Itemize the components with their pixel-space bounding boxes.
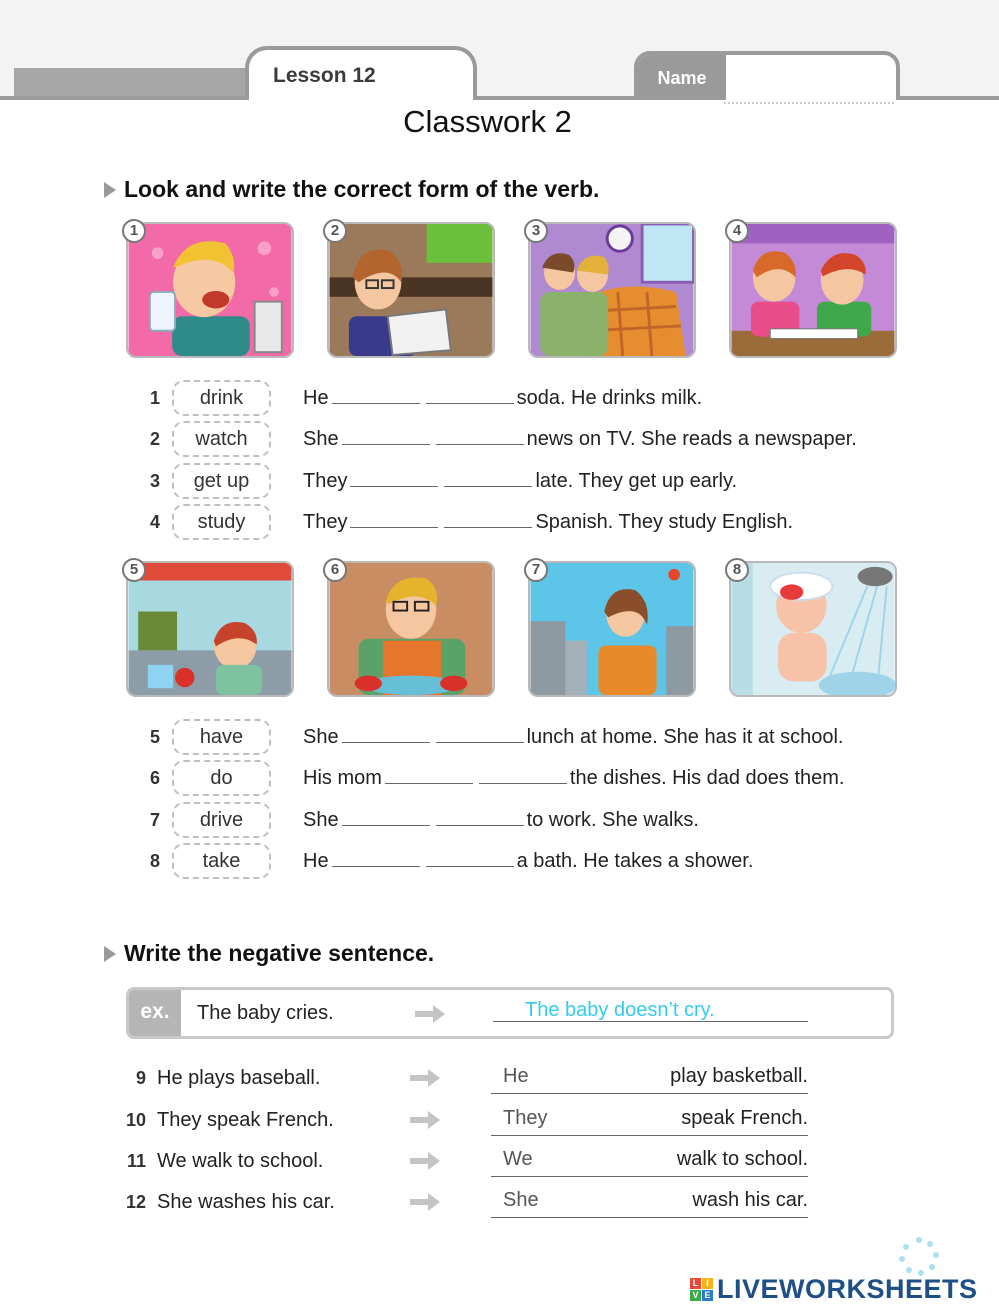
sentence-subject: He xyxy=(303,850,329,872)
name-input[interactable] xyxy=(728,57,896,97)
page-title: Classwork 2 xyxy=(403,104,572,139)
verb-box: watch xyxy=(172,421,271,457)
item-number: 4 xyxy=(149,512,160,532)
kids-getting-up-picture xyxy=(528,222,696,358)
verb-box: drive xyxy=(172,802,271,838)
verb-box: drink xyxy=(172,380,271,416)
source-sentence: We walk to school. xyxy=(157,1150,324,1172)
boy-taking-shower-picture xyxy=(729,561,897,697)
name-box xyxy=(634,51,900,100)
item-number: 2 xyxy=(149,429,160,449)
kids-getting-up-icon xyxy=(530,224,694,356)
play-triangle-icon xyxy=(104,182,116,198)
picture-number: 4 xyxy=(725,219,749,243)
exercise-row xyxy=(0,802,999,842)
boy-drinking-milk-picture xyxy=(126,222,294,358)
answer-blank[interactable] xyxy=(444,506,532,528)
picture-number: 6 xyxy=(323,558,347,582)
sentence xyxy=(303,843,753,879)
exercise-row xyxy=(0,504,999,544)
section1-instruction: Look and write the correct form of the verb. xyxy=(124,176,600,202)
arrow-right-icon xyxy=(413,1002,447,1026)
picture-number: 8 xyxy=(725,558,749,582)
sentence-rest: lunch at home. She has it at school. xyxy=(526,726,844,748)
answer-line[interactable] xyxy=(491,1135,808,1136)
answer-subject: We xyxy=(503,1148,533,1170)
item-number: 11 xyxy=(126,1151,146,1171)
arrow-right-icon xyxy=(408,1190,442,1214)
source-sentence: He plays baseball. xyxy=(157,1067,321,1089)
item-number: 8 xyxy=(149,851,160,871)
exercise-row xyxy=(0,463,999,503)
kids-studying-icon xyxy=(731,224,895,356)
lesson-label: Lesson 12 xyxy=(273,64,376,87)
answer-ending: wash his car. xyxy=(692,1189,808,1211)
answer-ending: walk to school. xyxy=(676,1148,808,1170)
item-number: 1 xyxy=(149,388,160,408)
example-tag: ex. xyxy=(129,990,181,1036)
section2-instruction: Write the negative sentence. xyxy=(124,940,435,966)
girl-eating-lunch-icon xyxy=(128,563,292,695)
answer-blank[interactable] xyxy=(426,382,514,404)
man-washing-dishes-picture xyxy=(327,561,495,697)
negative-row xyxy=(0,1146,999,1186)
logo-block: L xyxy=(690,1278,701,1289)
picture-number: 3 xyxy=(524,219,548,243)
item-number: 12 xyxy=(125,1192,146,1212)
sentence-rest: news on TV. She reads a newspaper. xyxy=(526,428,857,450)
logo-text: LIVEWORKSHEETS xyxy=(717,1274,978,1304)
arrow-right-icon xyxy=(408,1108,442,1132)
item-number: 7 xyxy=(149,810,160,830)
answer-ending: speak French. xyxy=(681,1107,808,1129)
answer-blank[interactable] xyxy=(444,465,532,487)
answer-blank[interactable] xyxy=(350,506,438,528)
man-washing-dishes-icon xyxy=(329,563,493,695)
sentence xyxy=(303,380,702,416)
answer-blank[interactable] xyxy=(436,721,524,743)
answer-blank[interactable] xyxy=(342,804,430,826)
liveworksheets-logo xyxy=(690,1274,978,1305)
sentence-subject: She xyxy=(303,428,339,450)
dots-decoration-icon xyxy=(896,1236,942,1278)
section2-heading xyxy=(104,940,434,967)
girl-eating-lunch-picture xyxy=(126,561,294,697)
example-sentence: The baby cries. xyxy=(197,1002,334,1024)
lesson-tab xyxy=(245,46,477,100)
verb-box: study xyxy=(172,504,271,540)
answer-blank[interactable] xyxy=(332,845,420,867)
negative-row xyxy=(0,1063,999,1103)
header-left-bar xyxy=(14,68,248,98)
verb-box: take xyxy=(172,843,271,879)
play-triangle-icon xyxy=(104,946,116,962)
answer-line[interactable] xyxy=(491,1217,808,1218)
verb-box: get up xyxy=(172,463,271,499)
negative-row xyxy=(0,1105,999,1145)
exercise-row xyxy=(0,719,999,759)
answer-blank[interactable] xyxy=(332,382,420,404)
picture-number: 2 xyxy=(323,219,347,243)
woman-reading-newspaper-picture xyxy=(327,222,495,358)
kids-studying-picture xyxy=(729,222,897,358)
section1-heading xyxy=(104,176,599,203)
logo-block: I xyxy=(702,1278,713,1289)
answer-blank[interactable] xyxy=(479,762,567,784)
sentence-rest: a bath. He takes a shower. xyxy=(516,850,754,872)
sentence xyxy=(303,802,699,838)
answer-line[interactable] xyxy=(491,1176,808,1177)
answer-subject: He xyxy=(503,1065,529,1087)
arrow-right-icon xyxy=(408,1149,442,1173)
sentence-rest: the dishes. His dad does them. xyxy=(569,767,845,789)
item-number: 9 xyxy=(135,1068,146,1088)
sentence xyxy=(303,463,737,499)
logo-block: E xyxy=(702,1290,713,1301)
exercise-row xyxy=(0,421,999,461)
sentence-subject: She xyxy=(303,809,339,831)
sentence-rest: late. They get up early. xyxy=(535,470,738,492)
sentence-subject: She xyxy=(303,726,339,748)
picture-number: 1 xyxy=(122,219,146,243)
item-number: 10 xyxy=(125,1110,146,1130)
exercise-row xyxy=(0,843,999,883)
verb-box: have xyxy=(172,719,271,755)
answer-blank[interactable] xyxy=(385,762,473,784)
sentence-rest: Spanish. They study English. xyxy=(535,511,794,533)
answer-blank[interactable] xyxy=(350,465,438,487)
sentence-rest: to work. She walks. xyxy=(526,809,699,831)
answer-line[interactable] xyxy=(491,1093,808,1094)
woman-walking-city-icon xyxy=(530,563,694,695)
sentence-subject: They xyxy=(303,470,348,492)
sentence-subject: His mom xyxy=(303,767,382,789)
negative-row xyxy=(0,1187,999,1227)
answer-blank[interactable] xyxy=(436,804,524,826)
item-number: 3 xyxy=(149,471,160,491)
boy-taking-shower-icon xyxy=(731,563,895,695)
picture-number: 5 xyxy=(122,558,146,582)
source-sentence: She washes his car. xyxy=(157,1191,335,1213)
answer-subject: She xyxy=(503,1189,539,1211)
example-answer: The baby doesn’t cry. xyxy=(525,999,715,1021)
logo-blocks-icon xyxy=(690,1278,713,1301)
logo-block: V xyxy=(690,1290,701,1301)
answer-blank[interactable] xyxy=(342,423,430,445)
arrow-right-icon xyxy=(408,1066,442,1090)
sentence-subject: He xyxy=(303,387,329,409)
item-number: 6 xyxy=(149,768,160,788)
woman-walking-city-picture xyxy=(528,561,696,697)
answer-subject: They xyxy=(503,1107,548,1129)
sentence xyxy=(303,760,845,796)
exercise-row xyxy=(0,760,999,800)
sentence xyxy=(303,719,843,755)
name-label: Name xyxy=(638,55,726,100)
source-sentence: They speak French. xyxy=(157,1109,334,1131)
item-number: 5 xyxy=(149,727,160,747)
woman-reading-newspaper-icon xyxy=(329,224,493,356)
sentence-subject: They xyxy=(303,511,348,533)
sentence xyxy=(303,504,793,540)
example-box xyxy=(126,987,894,1039)
sentence-rest: soda. He drinks milk. xyxy=(516,387,703,409)
verb-box: do xyxy=(172,760,271,796)
sentence xyxy=(303,421,857,457)
boy-drinking-milk-icon xyxy=(128,224,292,356)
answer-blank[interactable] xyxy=(426,845,514,867)
answer-blank[interactable] xyxy=(436,423,524,445)
answer-blank[interactable] xyxy=(342,721,430,743)
answer-ending: play basketball. xyxy=(670,1065,808,1087)
picture-number: 7 xyxy=(524,558,548,582)
exercise-row xyxy=(0,380,999,420)
